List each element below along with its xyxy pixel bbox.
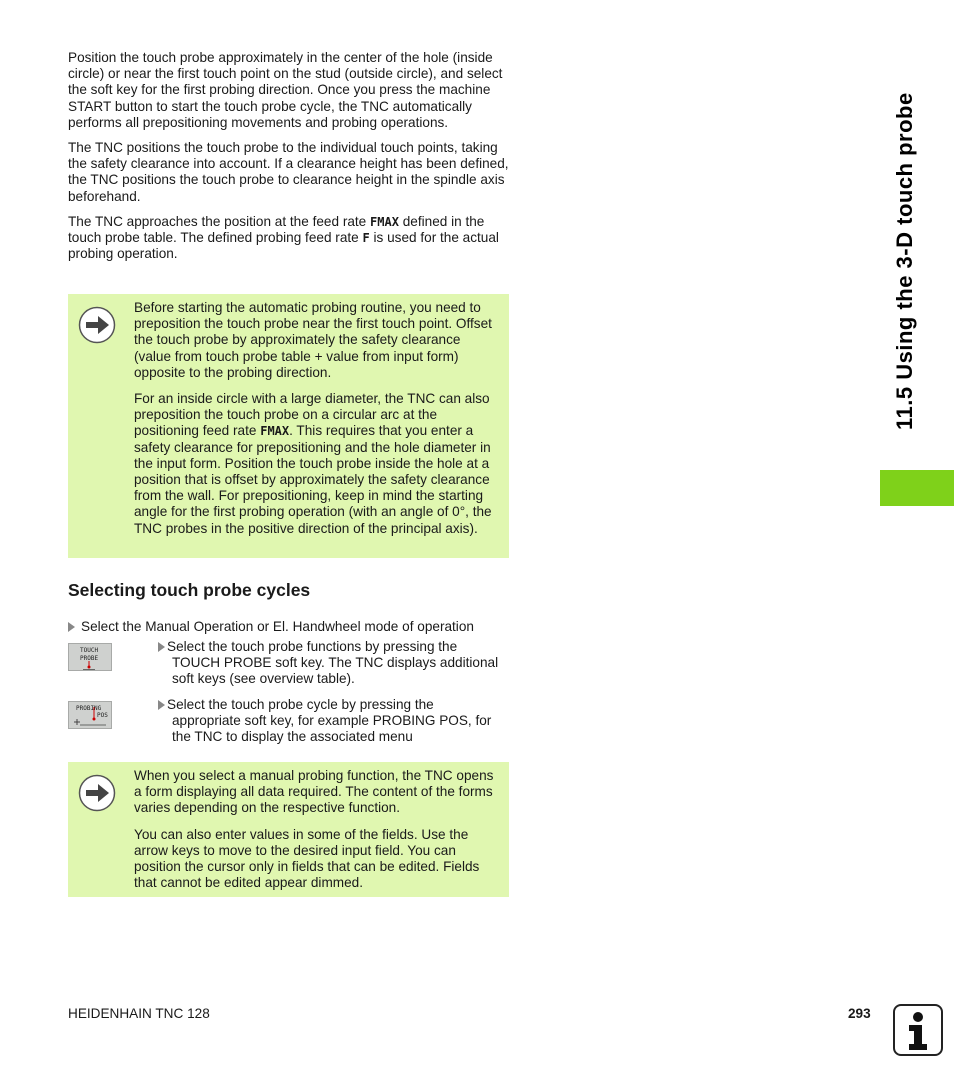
step-probing-cycle: Select the touch probe cycle by pressing the appropriate soft key, for example PROBING POS, for the TNC to display the associated menu xyxy=(158,697,510,746)
step-select-mode: Select the Manual Operation or El. Handwheel mode of operation xyxy=(68,619,510,635)
footer-product: HEIDENHAIN TNC 128 xyxy=(68,1006,210,1021)
info-icon xyxy=(893,1004,943,1056)
note-2-paragraph-2: You can also enter values in some of the fields. Use the arrow keys to move to the desired input field. You can position the cursor only in fields that can be edited. Fields that cannot be edited appear dimmed. xyxy=(134,826,480,891)
bullet-triangle-icon xyxy=(68,622,75,632)
probing-pos-softkey[interactable]: PROBING POS xyxy=(68,701,112,729)
section-heading: Selecting touch probe cycles xyxy=(68,580,311,600)
bullet-triangle-icon xyxy=(158,700,165,710)
probing-position-icon xyxy=(74,706,108,728)
chapter-tab-marker xyxy=(880,470,954,506)
code-f: F xyxy=(362,231,370,246)
note-2-paragraph-1: When you select a manual probing function, the TNC opens a form displaying all data required. The content of the forms varies depending on the respective function. xyxy=(134,768,494,816)
arrow-right-icon xyxy=(78,774,116,812)
note-1-paragraph-2: For an inside circle with a large diameter, the TNC can also preposition the touch probe on a circular arc at the positioning feed rate FMAX. This requires that you enter a safety clearance for prepositioning and the hole diameter in the input form. Position the touch probe inside the hole at a position that is offset by approximately the safety clearance from the wall. For prepositioning, keep in mind the starting angle for the first probing operation (with an angle of 0°, the TNC probes in the positive direction of the principal axis). xyxy=(134,391,492,536)
touch-probe-softkey[interactable]: TOUCH PROBE xyxy=(68,643,112,671)
code-fmax: FMAX xyxy=(260,424,290,439)
intro-paragraph-2: The TNC positions the touch probe to the individual touch points, taking the safety clearance into account. If a clearance height has been defined, the TNC positions the touch probe to clearance height in the spindle axis beforehand. xyxy=(68,140,509,204)
intro-paragraph-1: Position the touch probe approximately in the center of the hole (inside circle) or near the first touch point on the stud (outside circle), and select the soft key for the first probing direction. Once you press the machine START button to start the touch probe cycle, the TNC automatically performs all prepositioning movements and probing operations. xyxy=(68,50,503,130)
step-touch-probe: Select the touch probe functions by pressing the TOUCH PROBE soft key. The TNC displays additional soft keys (see overview table). xyxy=(158,639,510,688)
probe-icon xyxy=(83,661,95,670)
note-box-1 xyxy=(68,294,509,558)
code-fmax: FMAX xyxy=(370,214,399,229)
intro-paragraph-3: The TNC approaches the position at the feed rate FMAX defined in the touch probe table. The defined probing feed rate F is used for the actual probing operation. xyxy=(68,213,499,262)
note-1-text xyxy=(134,300,499,537)
intro-text xyxy=(68,50,510,262)
arrow-right-icon xyxy=(78,306,116,344)
note-box-2 xyxy=(68,762,509,897)
note-2-text xyxy=(134,768,499,891)
page-number: 293 xyxy=(848,1006,871,1021)
chapter-side-title: 11.5 Using the 3-D touch probe xyxy=(892,92,917,430)
note-1-paragraph-1: Before starting the automatic probing routine, you need to preposition the touch probe near the first touch point. Offset the touch probe by approximately the safety clearance (value from touch probe table + value from input form) opposite to the probing direction. xyxy=(134,300,492,380)
bullet-triangle-icon xyxy=(158,642,165,652)
